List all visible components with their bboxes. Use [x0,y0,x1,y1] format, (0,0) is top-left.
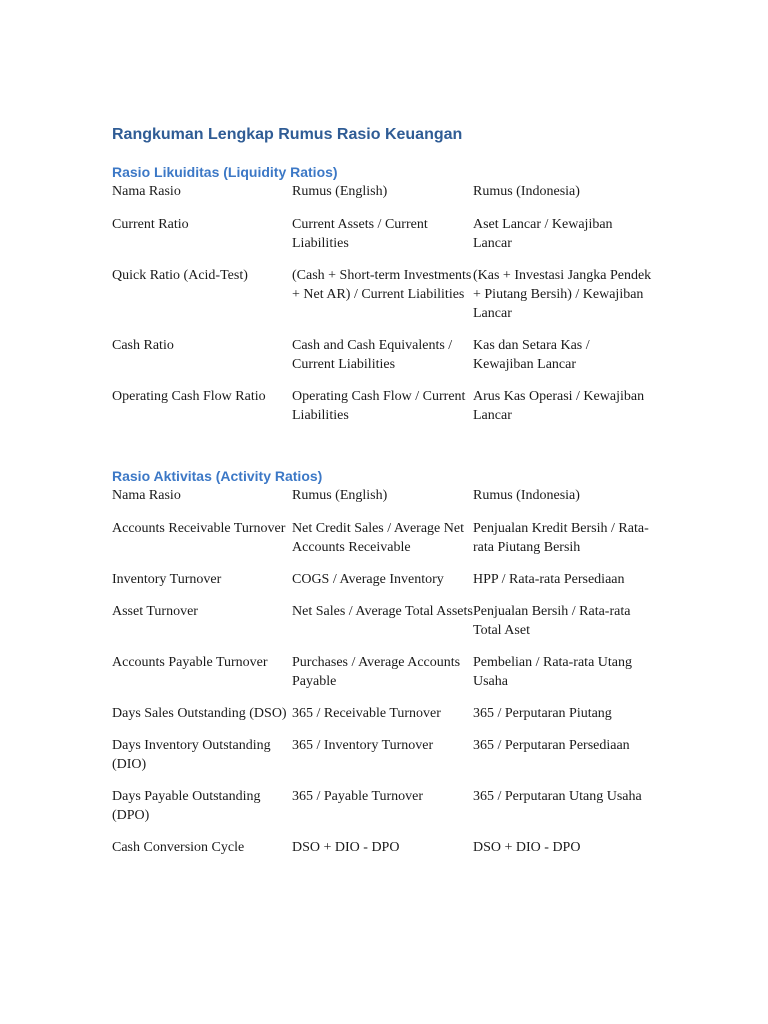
column-header-formula-indonesia: Rumus (Indonesia) [473,488,580,503]
document-title: Rangkuman Lengkap Rumus Rasio Keuangan [112,126,463,143]
ratio-name-cell: Accounts Receivable Turnover [112,521,286,536]
table-row [112,787,652,838]
formula-indonesia-cell: Arus Kas Operasi / Kewajiban Lancar [473,389,645,423]
formula-indonesia-cell: DSO + DIO - DPO [473,840,581,855]
table-row [112,519,652,570]
ratio-name-cell: Current Ratio [112,217,189,232]
ratio-name-cell: Days Payable Outstanding (DPO) [112,789,261,823]
section-heading-activity: Rasio Aktivitas (Activity Ratios) [112,468,323,484]
ratio-name-cell: Operating Cash Flow Ratio [112,389,266,404]
formula-indonesia-cell: HPP / Rata-rata Persediaan [473,572,625,587]
formula-english-cell: Net Sales / Average Total Assets [292,604,473,619]
formula-indonesia-cell: 365 / Perputaran Utang Usaha [473,789,642,804]
formula-english-cell: Purchases / Average Accounts Payable [292,655,461,689]
column-header-formula-english: Rumus (English) [292,184,388,199]
ratio-name-cell: Inventory Turnover [112,572,222,587]
ratio-name-cell: Cash Ratio [112,338,174,353]
section-heading-liquidity: Rasio Likuiditas (Liquidity Ratios) [112,164,338,180]
ratio-name-cell: Days Sales Outstanding (DSO) [112,706,287,721]
table-row [112,653,652,704]
formula-indonesia-cell: Penjualan Kredit Bersih / Rata-rata Piutang Bersih [473,521,649,555]
table-row [112,387,652,438]
table-row [112,602,652,653]
formula-english-cell: Cash and Cash Equivalents / Current Liabilities [292,338,453,372]
document-page [112,122,652,870]
table-row [112,336,652,387]
liquidity-ratio-table [112,182,652,438]
table-header-row [112,486,652,519]
activity-ratio-table [112,486,652,870]
ratio-name-cell: Asset Turnover [112,604,198,619]
formula-english-cell: Net Credit Sales / Average Net Accounts Receivable [292,521,464,555]
ratio-name-cell: Quick Ratio (Acid-Test) [112,268,248,283]
ratio-name-cell: Days Inventory Outstanding (DIO) [112,738,271,772]
formula-english-cell: Operating Cash Flow / Current Liabilities [292,389,466,423]
formula-english-cell: 365 / Inventory Turnover [292,738,434,753]
formula-english-cell: (Cash + Short-term Investments + Net AR) / Current Liabilities [292,268,472,302]
formula-indonesia-cell: Pembelian / Rata-rata Utang Usaha [473,655,632,689]
formula-indonesia-cell: Kas dan Setara Kas / Kewajiban Lancar [473,338,590,372]
formula-indonesia-cell: 365 / Perputaran Piutang [473,706,612,721]
table-row [112,570,652,602]
column-header-ratio-name: Nama Rasio [112,184,181,199]
formula-indonesia-cell: (Kas + Investasi Jangka Pendek + Piutang Bersih) / Kewajiban Lancar [473,268,652,321]
table-header-row [112,182,652,215]
table-row [112,838,652,870]
formula-indonesia-cell: Aset Lancar / Kewajiban Lancar [473,217,613,251]
formula-english-cell: 365 / Payable Turnover [292,789,424,804]
table-row [112,215,652,266]
formula-english-cell: DSO + DIO - DPO [292,840,400,855]
ratio-name-cell: Accounts Payable Turnover [112,655,268,670]
formula-english-cell: Current Assets / Current Liabilities [292,217,428,251]
formula-indonesia-cell: 365 / Perputaran Persediaan [473,738,630,753]
column-header-formula-indonesia: Rumus (Indonesia) [473,184,580,199]
formula-indonesia-cell: Penjualan Bersih / Rata-rata Total Aset [473,604,631,638]
column-header-formula-english: Rumus (English) [292,488,388,503]
formula-english-cell: COGS / Average Inventory [292,572,444,587]
formula-english-cell: 365 / Receivable Turnover [292,706,441,721]
table-row [112,704,652,736]
ratio-name-cell: Cash Conversion Cycle [112,840,245,855]
table-row [112,266,652,336]
table-row [112,736,652,787]
column-header-ratio-name: Nama Rasio [112,488,181,503]
